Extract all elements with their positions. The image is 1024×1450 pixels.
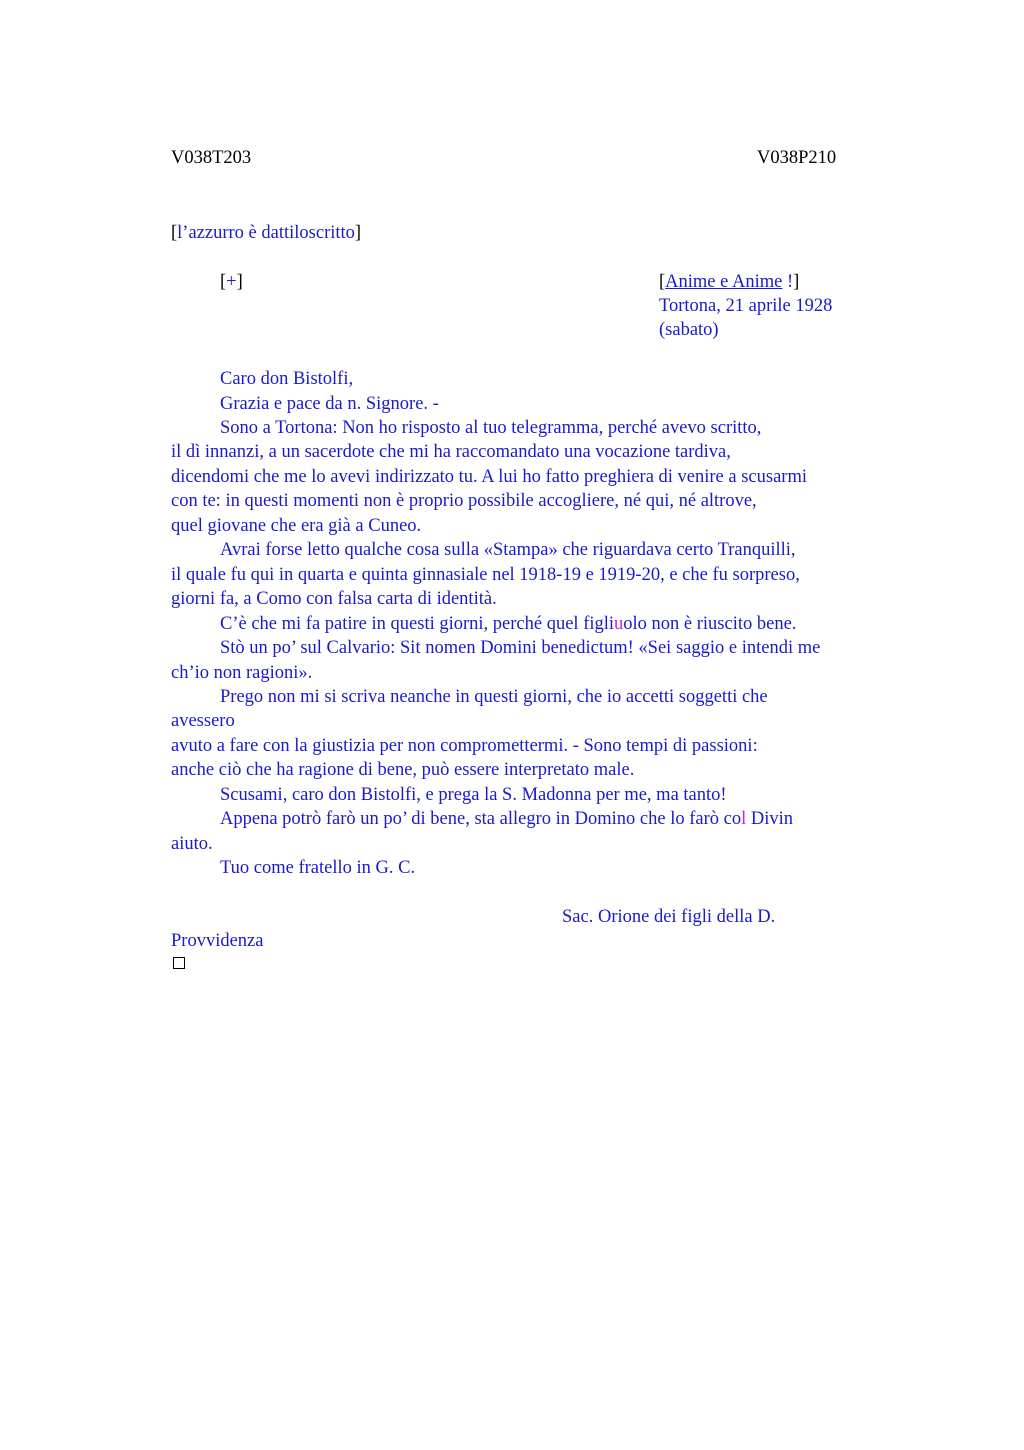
doc-code-right: V038P210 xyxy=(757,148,837,168)
note-close-bracket: ] xyxy=(354,223,362,243)
weekday: (sabato) xyxy=(659,320,719,340)
cross-open-bracket: [ xyxy=(220,272,227,292)
closing: Tuo come fratello in G. C. xyxy=(220,858,416,878)
body-line: Sono a Tortona: Non ho risposto al tuo telegramma, perché avevo scritto, xyxy=(220,418,762,438)
doc-code-left: V038T203 xyxy=(171,148,252,168)
cross-mark xyxy=(220,270,243,294)
title-exclaim: ! xyxy=(782,272,794,292)
place-date: Tortona, 21 aprile 1928 xyxy=(659,296,833,316)
body-line xyxy=(220,807,793,831)
body-text: olo non è riuscito bene. xyxy=(623,614,797,634)
title-link[interactable]: Anime e Anime xyxy=(665,272,783,292)
body-line: anche ciò che ha ragione di bene, può essere interpretato male. xyxy=(171,760,635,780)
signature-continued: Provvidenza xyxy=(171,931,264,951)
body-line: giorni fa, a Como con falsa carta di identità. xyxy=(171,589,497,609)
editorial-note xyxy=(171,221,361,245)
body-line: ch’io non ragioni». xyxy=(171,663,313,683)
body-line: avessero xyxy=(171,711,235,731)
body-line: Avrai forse letto qualche cosa sulla «Stampa» che riguardava certo Tranquilli, xyxy=(220,540,796,560)
signature: Sac. Orione dei figli della D. xyxy=(562,907,776,927)
body-line: dicendomi che me lo avevi indirizzato tu. A lui ho fatto preghiera di venire a scusarmi xyxy=(171,467,807,487)
body-line: Scusami, caro don Bistolfi, e prega la S. Madonna per me, ma tanto! xyxy=(220,785,727,805)
body-line: il dì innanzi, a un sacerdote che mi ha raccomandato una vocazione tardiva, xyxy=(171,442,731,462)
end-mark-box-icon xyxy=(173,957,185,969)
body-text: Appena potrò farò un po’ di bene, sta allegro in Domino che lo farò co xyxy=(220,809,742,829)
title-open-bracket: [ xyxy=(659,272,666,292)
handwritten-correction: u xyxy=(614,614,624,634)
letter-title xyxy=(659,270,799,294)
note-open-bracket: [ xyxy=(171,223,178,243)
body-line: quel giovane che era già a Cuneo. xyxy=(171,516,422,536)
body-line: aiuto. xyxy=(171,834,213,854)
body-text: C’è che mi fa patire in questi giorni, perché quel figli xyxy=(220,614,615,634)
body-line: Stò un po’ sul Calvario: Sit nomen Domini benedictum! «Sei saggio e intendi me xyxy=(220,638,821,658)
body-line: Prego non mi si scriva neanche in questi giorni, che io accetti soggetti che xyxy=(220,687,768,707)
body-line: con te: in questi momenti non è proprio possibile accogliere, né qui, né altrove, xyxy=(171,491,757,511)
note-text: l’azzurro è dattiloscritto xyxy=(177,223,355,243)
salutation: Caro don Bistolfi, xyxy=(220,369,354,389)
handwritten-correction: l xyxy=(741,809,747,829)
greeting: Grazia e pace da n. Signore. - xyxy=(220,394,439,414)
body-line xyxy=(220,612,796,636)
body-line: il quale fu qui in quarta e quinta ginnasiale nel 1918-19 e 1919-20, e che fu sorpreso, xyxy=(171,565,800,585)
body-line: avuto a fare con la giustizia per non compromettermi. - Sono tempi di passioni: xyxy=(171,736,758,756)
cross-close-bracket: ] xyxy=(236,272,243,292)
cross-icon: + xyxy=(226,272,237,292)
title-close-bracket: ] xyxy=(793,272,800,292)
body-text: Divin xyxy=(746,809,793,829)
